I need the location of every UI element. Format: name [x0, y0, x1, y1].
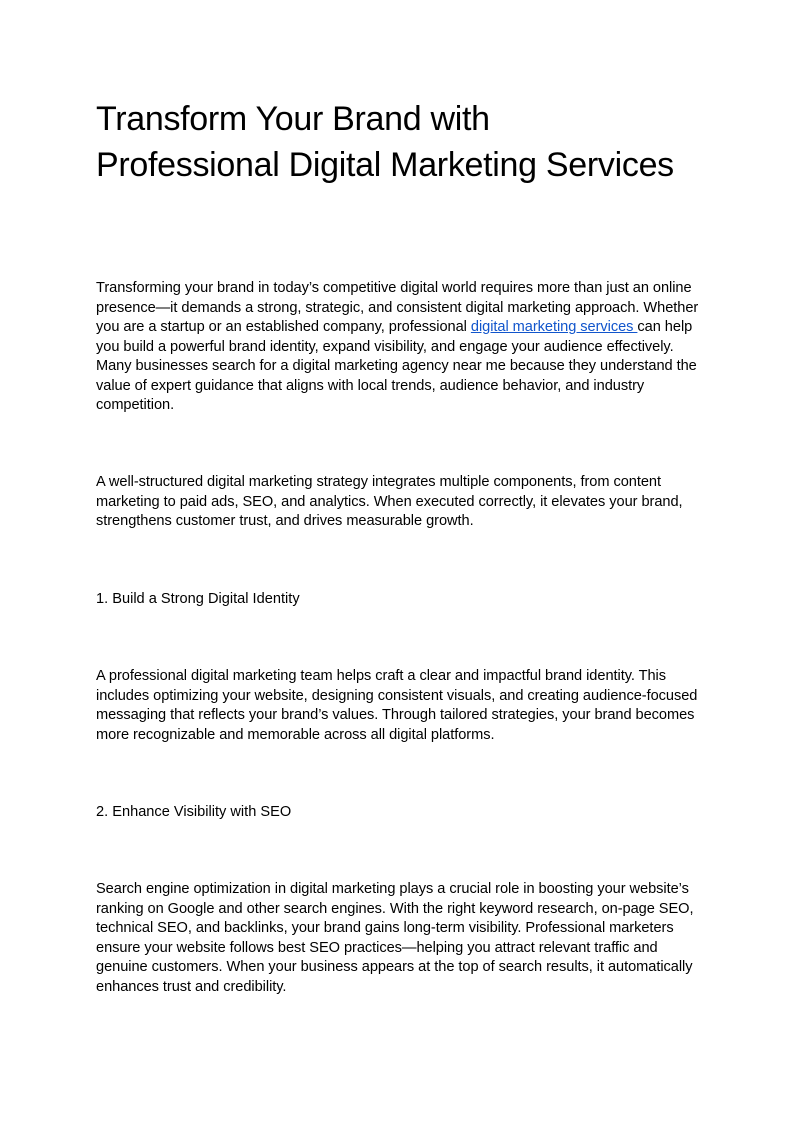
- page-title: [96, 96, 716, 188]
- intro-text-before-link: Transforming your brand in today’s competitive digital world requires more than just an online presence—it demands a strong, strategic, and consistent digital marketing approach. Whether you are a startup or an established company, professional: [96, 280, 699, 335]
- digital-marketing-services-link[interactable]: digital marketing services: [470, 319, 638, 335]
- section-2-heading: 2. Enhance Visibility with SEO: [96, 804, 292, 820]
- section-1-body: A professional digital marketing team helps craft a clear and impactful brand identity. This includes optimizing your website, designing consistent visuals, and creating audience-focused messaging that reflects your brand’s values. Through tailored strategies, your brand becomes more recognizable and memorable across all digital platforms.: [96, 668, 698, 743]
- page-title-line-2: Professional Digital Marketing Services: [96, 146, 674, 184]
- page-title-line-1: Transform Your Brand with: [96, 100, 490, 138]
- strategy-paragraph: A well-structured digital marketing strategy integrates multiple components, from content marketing to paid ads, SEO, and analytics. When executed correctly, it elevates your brand, strengthens customer trust, and drives measurable growth.: [96, 474, 683, 529]
- intro-paragraph: [96, 279, 702, 416]
- section-2-body: Search engine optimization in digital marketing plays a crucial role in boosting your website’s ranking on Google and other search engines. With the right keyword research, on-page SEO, technical SEO, and backlinks, your brand gains long-term visibility. Professional marketers ensure your website follows best SEO practices—helping you attract relevant traffic and genuine customers. When your business appears at the top of search results, it automatically enhances trust and credibility.: [96, 881, 694, 995]
- section-1-heading: 1. Build a Strong Digital Identity: [96, 591, 300, 607]
- intro-text-after-link: can help you build a powerful brand identity, expand visibility, and engage your audience effectively. Many businesses search for a digital marketing agency near me because they understand the value of expert guidance that aligns with local trends, audience behavior, and industry competition.: [96, 319, 697, 413]
